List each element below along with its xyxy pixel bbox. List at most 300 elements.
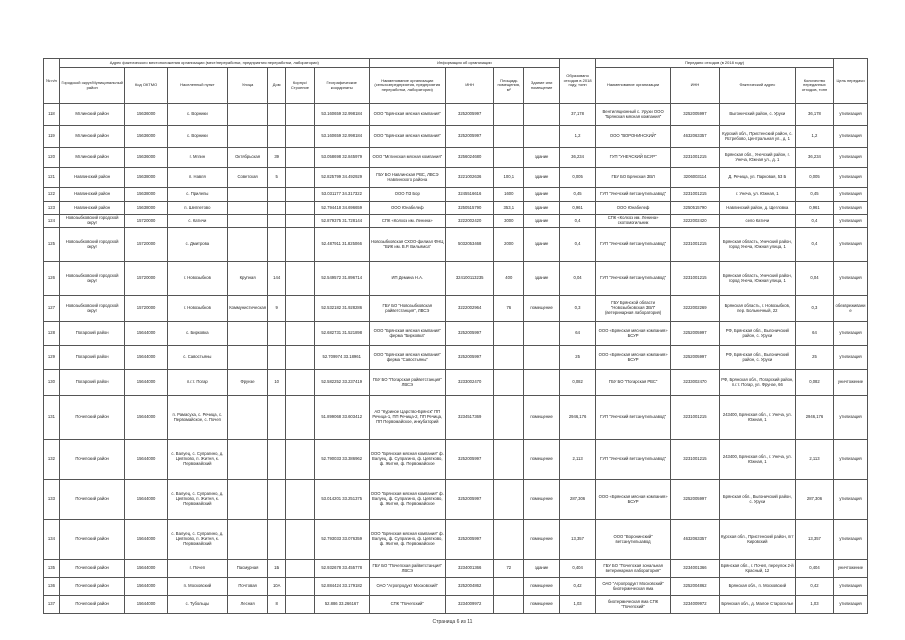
cell-code: 15638000 xyxy=(125,188,167,202)
cell-rinn: 3233002470 xyxy=(671,370,720,396)
cell-n: 118 xyxy=(44,104,60,126)
cell-inn: 3252004862 xyxy=(445,578,494,596)
table-row xyxy=(44,215,868,228)
cell-district: Новозыбковский городской округ xyxy=(59,262,125,296)
cell-district: Мглинский район xyxy=(59,148,125,168)
cell-rinn: 3234009972 xyxy=(671,596,720,614)
table-row xyxy=(44,596,868,614)
cell-street xyxy=(228,215,268,228)
cell-purpose: утилизация xyxy=(834,262,868,296)
cell-rorg: СПК «Колхоз им. Ленина» скотомогильник xyxy=(596,215,671,228)
header-amount: Количество переданных отходов, тонн xyxy=(795,68,833,104)
cell-org: ООО "Брянская мясная компания" ф. Валуец, ф. Супрагино, ф. Цевтково, ф. Житня, ф. Первомайское xyxy=(369,520,445,560)
cell-waste: 0,082 xyxy=(560,370,596,396)
cell-purpose: утилизация xyxy=(834,228,868,262)
cell-type xyxy=(524,346,560,370)
cell-coords: 52.932678 33.455778 xyxy=(314,560,369,578)
cell-waste: 0,4 xyxy=(560,215,596,228)
cell-inn: 3252005997 xyxy=(445,480,494,520)
cell-waste: 0,005 xyxy=(560,168,596,188)
cell-district: Почепский район xyxy=(59,560,125,578)
cell-org: ООО "Брянская мясная компания" ф. Валуец, ф. Супрагино, ф. Цевтково, ф. Житня, ф. Первомайское xyxy=(369,440,445,480)
cell-waste: 0,42 xyxy=(560,578,596,596)
cell-house: 8 xyxy=(268,596,286,614)
cell-inn: 3252005997 xyxy=(445,520,494,560)
table-row xyxy=(44,560,868,578)
cell-raddr: Брянская обл., Унечский район, г. Унеча, Южная ул., д. 1 xyxy=(719,148,795,168)
cell-amt: 1,03 xyxy=(795,596,833,614)
header-transfer-group: Передано отходов (в 2018 году) xyxy=(596,59,834,68)
cell-purpose: уничтожение xyxy=(834,560,868,578)
cell-raddr: село Катичи xyxy=(719,215,795,228)
table-body xyxy=(44,104,868,614)
cell-coords: 52.532182 31.928286 xyxy=(314,296,369,322)
cell-house xyxy=(268,520,286,560)
cell-building xyxy=(286,228,315,262)
cell-coords: 52.549572 31.896714 xyxy=(314,262,369,296)
cell-street: Почтовая xyxy=(228,578,268,596)
cell-code: 15720000 xyxy=(125,296,167,322)
cell-inn: 3252005997 xyxy=(445,440,494,480)
cell-code: 15636000 xyxy=(125,104,167,126)
cell-amt: 0,4 xyxy=(795,215,833,228)
cell-rorg: ГУП "Унечский ветсанутильзавод" xyxy=(596,228,671,262)
cell-building xyxy=(286,480,315,520)
cell-waste: 37,178 xyxy=(560,104,596,126)
cell-amt: 0,45 xyxy=(795,188,833,202)
cell-street xyxy=(228,202,268,215)
header-recv-inn: ИНН xyxy=(671,68,720,104)
cell-raddr: Брянская обл., г. Почеп, переулок 2-й Красный, 12 xyxy=(719,560,795,578)
cell-amt: 64 xyxy=(795,322,833,346)
cell-house xyxy=(268,126,286,148)
cell-house xyxy=(268,480,286,520)
cell-code: 15644000 xyxy=(125,322,167,346)
cell-coords: 53.014201 33.251375 xyxy=(314,480,369,520)
cell-coords: 52.582252 33.237419 xyxy=(314,370,369,396)
cell-settlement: г. Новозыбков xyxy=(167,262,227,296)
cell-raddr: Брянская область, г. Новозыбков, пер. Больничный, 22 xyxy=(719,296,795,322)
cell-n: 131 xyxy=(44,396,60,440)
cell-org: ООО "Брянская мясная компания" ферма "Савостьяны" xyxy=(369,346,445,370)
cell-street: Крупная xyxy=(228,262,268,296)
cell-rorg: ГУП "Унечский ветсанутильзавод" xyxy=(596,440,671,480)
cell-purpose: утилизация xyxy=(834,202,868,215)
cell-rinn: 3231001215 xyxy=(671,188,720,202)
cell-settlement: с. Ворники xyxy=(167,126,227,148)
cell-settlement: с. Тубольцы xyxy=(167,596,227,614)
cell-n: 119 xyxy=(44,126,60,148)
cell-inn: 3233002470 xyxy=(445,370,494,396)
cell-house xyxy=(268,202,286,215)
cell-house xyxy=(268,396,286,440)
cell-rorg: ООО Юнабелеф xyxy=(596,202,671,215)
cell-waste: 13,357 xyxy=(560,520,596,560)
cell-street: Октябрьская xyxy=(228,148,268,168)
cell-n: 137 xyxy=(44,596,60,614)
cell-raddr: Брянская обл., д. Малое Староселье xyxy=(719,596,795,614)
cell-waste: 0,04 xyxy=(560,262,596,296)
cell-org: ГБУ БО "Погарская райветстанция" ЛВСЭ xyxy=(369,370,445,396)
cell-amt: 0,4 xyxy=(795,228,833,262)
cell-district: Новозыбковский городской округ xyxy=(59,296,125,322)
cell-code: 15644000 xyxy=(125,560,167,578)
cell-rorg: ГБУ БО "Погарская РВС" xyxy=(596,370,671,396)
cell-inn: 3234009972 xyxy=(445,596,494,614)
header-coords: Географические координаты xyxy=(314,68,369,104)
cell-purpose: утилизация xyxy=(834,578,868,596)
cell-district: Почепский район xyxy=(59,440,125,480)
cell-building xyxy=(286,188,315,202)
cell-code: 15644000 xyxy=(125,370,167,396)
table-row xyxy=(44,578,868,596)
cell-amt: 36,234 xyxy=(795,148,833,168)
cell-inn: 3234517369 xyxy=(445,396,494,440)
cell-area: 1600 xyxy=(494,188,524,202)
cell-building xyxy=(286,520,315,560)
cell-type: здание xyxy=(524,202,560,215)
cell-rorg: ГУП "Унечский ветсанутильзавод" xyxy=(596,188,671,202)
cell-building xyxy=(286,262,315,296)
cell-area: 353,1 xyxy=(494,202,524,215)
cell-amt: 0,961 xyxy=(795,202,833,215)
cell-rinn: 3252005997 xyxy=(671,322,720,346)
header-house: Дом xyxy=(268,68,286,104)
cell-org: ООО "Брянская мясная компания" ф. Валуец, ф. Супрагино, ф. Цевтково, ф. Житня, ф. Первомайское xyxy=(369,480,445,520)
cell-street xyxy=(228,440,268,480)
table-row xyxy=(44,520,868,560)
cell-raddr: Выгоничский район, с. Урухи xyxy=(719,104,795,126)
cell-type: помещение xyxy=(524,578,560,596)
cell-type: помещение xyxy=(524,296,560,322)
cell-settlement: п. Рамасуха, с. Речица, с. Первомайское, с. Почеп xyxy=(167,396,227,440)
cell-org: ООО "Брянская мясная компания" xyxy=(369,104,445,126)
table-row xyxy=(44,202,868,215)
cell-district: Почепский район xyxy=(59,578,125,596)
header-settlement: Населенный пункт xyxy=(167,68,227,104)
cell-district: Новозыбковский городской округ xyxy=(59,228,125,262)
cell-amt: 0,404 xyxy=(795,560,833,578)
cell-street: Пасмурная xyxy=(228,560,268,578)
cell-n: 136 xyxy=(44,578,60,596)
cell-street: Лесная xyxy=(228,596,268,614)
cell-district: Навлинский район xyxy=(59,188,125,202)
cell-amt: 0,04 xyxy=(795,262,833,296)
cell-building xyxy=(286,126,315,148)
cell-type: здание xyxy=(524,560,560,578)
cell-amt: 0,42 xyxy=(795,578,833,596)
cell-building xyxy=(286,215,315,228)
cell-n: 129 xyxy=(44,346,60,370)
cell-n: 124 xyxy=(44,215,60,228)
table-row xyxy=(44,322,868,346)
cell-district: Мглинский район xyxy=(59,104,125,126)
cell-district: Навлинский район xyxy=(59,202,125,215)
cell-purpose: утилизация xyxy=(834,480,868,520)
cell-amt: 36,178 xyxy=(795,104,833,126)
cell-street xyxy=(228,188,268,202)
cell-inn: 3221002636 xyxy=(445,168,494,188)
header-waste: Образовано отходов в 2018 году, тонн xyxy=(560,59,596,104)
cell-raddr: 243400, Брянская обл., г. Унеча, ул. Южная, 1 xyxy=(719,440,795,480)
cell-amt: 0,005 xyxy=(795,168,833,188)
cell-coords: 52.709974 33.18961 xyxy=(314,346,369,370)
cell-code: 15636000 xyxy=(125,126,167,148)
cell-waste: 0,3 xyxy=(560,296,596,322)
cell-coords: 52.886 33.266167 xyxy=(314,596,369,614)
cell-street xyxy=(228,520,268,560)
cell-settlement: г. Новозыбков xyxy=(167,296,227,322)
cell-street xyxy=(228,104,268,126)
cell-house: 9 xyxy=(268,296,286,322)
table-row xyxy=(44,148,868,168)
cell-type: помещение xyxy=(524,520,560,560)
cell-raddr: РФ, Брянская обл., Выгоничский район, с. Урухи xyxy=(719,346,795,370)
cell-area xyxy=(494,440,524,480)
cell-settlement: с. Дмитрова xyxy=(167,228,227,262)
cell-district: Погарский район xyxy=(59,346,125,370)
cell-settlement: с. Катичи xyxy=(167,215,227,228)
header-address-group: Адрес фактического местоположения организации (мест/переработки, предприятия переработки, лаборатории) xyxy=(59,59,369,68)
cell-type xyxy=(524,370,560,396)
cell-district: Почепский район xyxy=(59,520,125,560)
cell-rinn: 4632063357 xyxy=(671,126,720,148)
cell-n: 133 xyxy=(44,480,60,520)
cell-house: 10 xyxy=(268,370,286,396)
cell-area xyxy=(494,126,524,148)
cell-house xyxy=(268,104,286,126)
cell-building xyxy=(286,578,315,596)
cell-area xyxy=(494,520,524,560)
cell-street xyxy=(228,126,268,148)
cell-waste: 0,404 xyxy=(560,560,596,578)
cell-street xyxy=(228,322,268,346)
cell-waste: 1,2 xyxy=(560,126,596,148)
cell-n: 120 xyxy=(44,148,60,168)
cell-street xyxy=(228,480,268,520)
cell-raddr: Курская обл., Пристенский район, пгт Кировский xyxy=(719,520,795,560)
cell-purpose: утилизация xyxy=(834,126,868,148)
cell-waste: 1,03 xyxy=(560,596,596,614)
cell-waste: 0,4 xyxy=(560,228,596,262)
cell-amt: 0,3 xyxy=(795,296,833,322)
cell-rinn: 3252004862 xyxy=(671,578,720,596)
cell-area xyxy=(494,370,524,396)
header-area: Площадь помещения, м² xyxy=(494,68,524,104)
cell-code: 15644000 xyxy=(125,578,167,596)
cell-rinn: 3252005997 xyxy=(671,346,720,370)
cell-waste: 0,45 xyxy=(560,188,596,202)
cell-district: Погарский район xyxy=(59,322,125,346)
cell-n: 134 xyxy=(44,520,60,560)
cell-rorg: ГБУ БО Брянская ЗВЛ xyxy=(596,168,671,188)
cell-rinn: 3231001215 xyxy=(671,228,720,262)
cell-type: здание xyxy=(524,262,560,296)
cell-inn: 3250515790 xyxy=(445,202,494,215)
cell-type: помещение xyxy=(524,596,560,614)
header-district: Городской округ/Муниципальный район xyxy=(59,68,125,104)
cell-area: 72 xyxy=(494,560,524,578)
cell-rorg: ОАО "Агропродукт Московский" биотермическая яма xyxy=(596,578,671,596)
cell-n: 135 xyxy=(44,560,60,578)
table-row xyxy=(44,228,868,262)
header-street: Улица xyxy=(228,68,268,104)
cell-amt: 13,357 xyxy=(795,520,833,560)
cell-n: 128 xyxy=(44,322,60,346)
cell-amt: 0,082 xyxy=(795,370,833,396)
cell-raddr: Брянская область, Унечский район, город Унеча, Южная улица, 1 xyxy=(719,228,795,262)
cell-rinn: 3250515790 xyxy=(671,202,720,215)
header-inn: ИНН xyxy=(445,68,494,104)
cell-raddr: Д. Речица, ул. Парковая, 53 Б xyxy=(719,168,795,188)
cell-raddr: Брянская обл., Выгоничский район, с. Урухи xyxy=(719,480,795,520)
table-row xyxy=(44,296,868,322)
cell-area xyxy=(494,596,524,614)
cell-coords: 52.879375 31.728144 xyxy=(314,215,369,228)
header-area-type: Здание или помещение xyxy=(524,68,560,104)
cell-rinn: 3222002420 xyxy=(671,215,720,228)
cell-waste: 0,961 xyxy=(560,202,596,215)
cell-code: 15644000 xyxy=(125,480,167,520)
cell-district: Почепский район xyxy=(59,396,125,440)
cell-rinn: 3231001215 xyxy=(671,148,720,168)
cell-inn: 5032053468 xyxy=(445,228,494,262)
cell-building xyxy=(286,104,315,126)
cell-area xyxy=(494,148,524,168)
cell-code: 15644000 xyxy=(125,440,167,480)
cell-rorg: ООО «Брянская мясная компания» БСУР xyxy=(596,480,671,520)
cell-rorg: ГБУ Брянской области "Новозыбковская ЗВЛ" (ветеринарная лаборатория) xyxy=(596,296,671,322)
header-recv-addr: Фактический адрес xyxy=(719,68,795,104)
cell-settlement: п. Шеппетово xyxy=(167,202,227,215)
cell-inn: 3252005997 xyxy=(445,126,494,148)
cell-type: помещение xyxy=(524,440,560,480)
cell-coords: 53.031177 34.317322 xyxy=(314,188,369,202)
cell-settlement: г. Мглин xyxy=(167,148,227,168)
cell-district: Почепский район xyxy=(59,480,125,520)
cell-settlement: с. Валуец, с. Супрагино, д. Цевтково, п. Житня, к. Первомайский xyxy=(167,480,227,520)
cell-building xyxy=(286,296,315,322)
cell-type xyxy=(524,322,560,346)
cell-purpose: утилизация xyxy=(834,215,868,228)
cell-waste: 2946,176 xyxy=(560,396,596,440)
cell-amt: 25 xyxy=(795,346,833,370)
cell-building xyxy=(286,396,315,440)
cell-code: 15644000 xyxy=(125,596,167,614)
cell-area xyxy=(494,322,524,346)
table-row xyxy=(44,126,868,148)
cell-n: 121 xyxy=(44,168,60,188)
cell-coords: 52.825799 34.492929 xyxy=(314,168,369,188)
cell-purpose: утилизация xyxy=(834,440,868,480)
cell-amt: 1,2 xyxy=(795,126,833,148)
cell-coords: 53.058698 32.845979 xyxy=(314,148,369,168)
cell-area: 3000 xyxy=(494,215,524,228)
cell-district: Погарский район xyxy=(59,370,125,396)
cell-district: Почепский район xyxy=(59,596,125,614)
cell-raddr: РФ, Брянская обл., Погарский район, п.г.т. Погар, ул. Фрунзе, 66 xyxy=(719,370,795,396)
cell-raddr: Брянская обл., п. Московский xyxy=(719,578,795,596)
cell-house: 1Б xyxy=(268,560,286,578)
cell-purpose: уничтожение xyxy=(834,370,868,396)
cell-org: Новозыбковская СХОО-филиал ФНЦ "ВИК им. В.Р. Вильямса" xyxy=(369,228,445,262)
cell-code: 15644000 xyxy=(125,520,167,560)
cell-raddr: Навлинский район, д. Щегловка xyxy=(719,202,795,215)
cell-org: ОАО "Агропродукт Московский" xyxy=(369,578,445,596)
cell-coords: 51.899068 33.603412 xyxy=(314,396,369,440)
cell-raddr: Курский обл., Пристенский район, с. Ястребово, Центральная ул., д. 1 xyxy=(719,126,795,148)
cell-amt: 287,306 xyxy=(795,480,833,520)
cell-org: ООО "Брянская мясная компания" xyxy=(369,126,445,148)
cell-org: ГБУ БО "Почепская райветстанция" ЛВСЭ xyxy=(369,560,445,578)
cell-code: 15638000 xyxy=(125,202,167,215)
cell-waste: 64 xyxy=(560,322,596,346)
cell-street xyxy=(228,228,268,262)
cell-waste: 2,113 xyxy=(560,440,596,480)
cell-amt: 2,113 xyxy=(795,440,833,480)
cell-house xyxy=(268,322,286,346)
cell-raddr: 243400, Брянская обл., г. Унеча, ул. Южная, 1 xyxy=(719,396,795,440)
cell-type: здание xyxy=(524,148,560,168)
cell-settlement: с. Бирковка xyxy=(167,322,227,346)
cell-street xyxy=(228,396,268,440)
cell-coords: 52.793033 33.076359 xyxy=(314,520,369,560)
cell-code: 15644000 xyxy=(125,396,167,440)
cell-rorg: ГБУ БО "Почепская зональная ветеринарная лаборатория" xyxy=(596,560,671,578)
cell-street: Коммунистическая xyxy=(228,296,268,322)
cell-area xyxy=(494,578,524,596)
cell-inn: 3252005997 xyxy=(445,104,494,126)
cell-rorg: ГУП "Унечский ветсанутильзавод" xyxy=(596,396,671,440)
cell-type: помещение xyxy=(524,396,560,440)
cell-type: здание xyxy=(524,168,560,188)
cell-purpose: утилизация xyxy=(834,396,868,440)
cell-settlement: с. Валуец, с. Супрагино, д. Цевтково, п. Житня, к. Первомайский xyxy=(167,440,227,480)
cell-rinn: 4632063357 xyxy=(671,520,720,560)
cell-building xyxy=(286,440,315,480)
table-row xyxy=(44,104,868,126)
cell-inn: 3256024680 xyxy=(445,148,494,168)
cell-purpose: утилизация xyxy=(834,188,868,202)
cell-org: ООО "Мглинская мясная компания" xyxy=(369,148,445,168)
page-number: Страница 6 из 11 xyxy=(432,619,473,625)
cell-street xyxy=(228,346,268,370)
cell-settlement: п. Московский xyxy=(167,578,227,596)
cell-purpose: утилизация xyxy=(834,104,868,126)
header-recv-org: Наименование организации xyxy=(596,68,671,104)
cell-rinn: 3222002269 xyxy=(671,296,720,322)
cell-district: Навлинский район xyxy=(59,168,125,188)
cell-raddr: Брянская область, Унечский район, город Унеча, Южная улица, 1 xyxy=(719,262,795,296)
header-org: Наименование организации (сельхозпредприятия, предприятия переработки, лаборатории) xyxy=(369,68,445,104)
cell-waste: 36,234 xyxy=(560,148,596,168)
cell-building xyxy=(286,168,315,188)
cell-house: 10А xyxy=(268,578,286,596)
cell-coords: 52.794418 34.696659 xyxy=(314,202,369,215)
cell-code: 15720000 xyxy=(125,228,167,262)
cell-n: 126 xyxy=(44,262,60,296)
cell-org: АО "Куриное Царство-Брянск" ПП Речица-1, ПП Речица-2, ПП Речица, ПП Первомайское, инкубаторий xyxy=(369,396,445,440)
cell-type: здание xyxy=(524,215,560,228)
cell-district: Новозыбковский городской округ xyxy=(59,215,125,228)
cell-inn: 3252005997 xyxy=(445,322,494,346)
cell-house xyxy=(268,215,286,228)
cell-area xyxy=(494,396,524,440)
cell-purpose: утилизация xyxy=(834,596,868,614)
header-num: № п/п xyxy=(44,59,60,104)
cell-rorg: ООО "Воронинский" ветсанутильзавод xyxy=(596,520,671,560)
header-building: Корпус/Строение xyxy=(286,68,315,104)
